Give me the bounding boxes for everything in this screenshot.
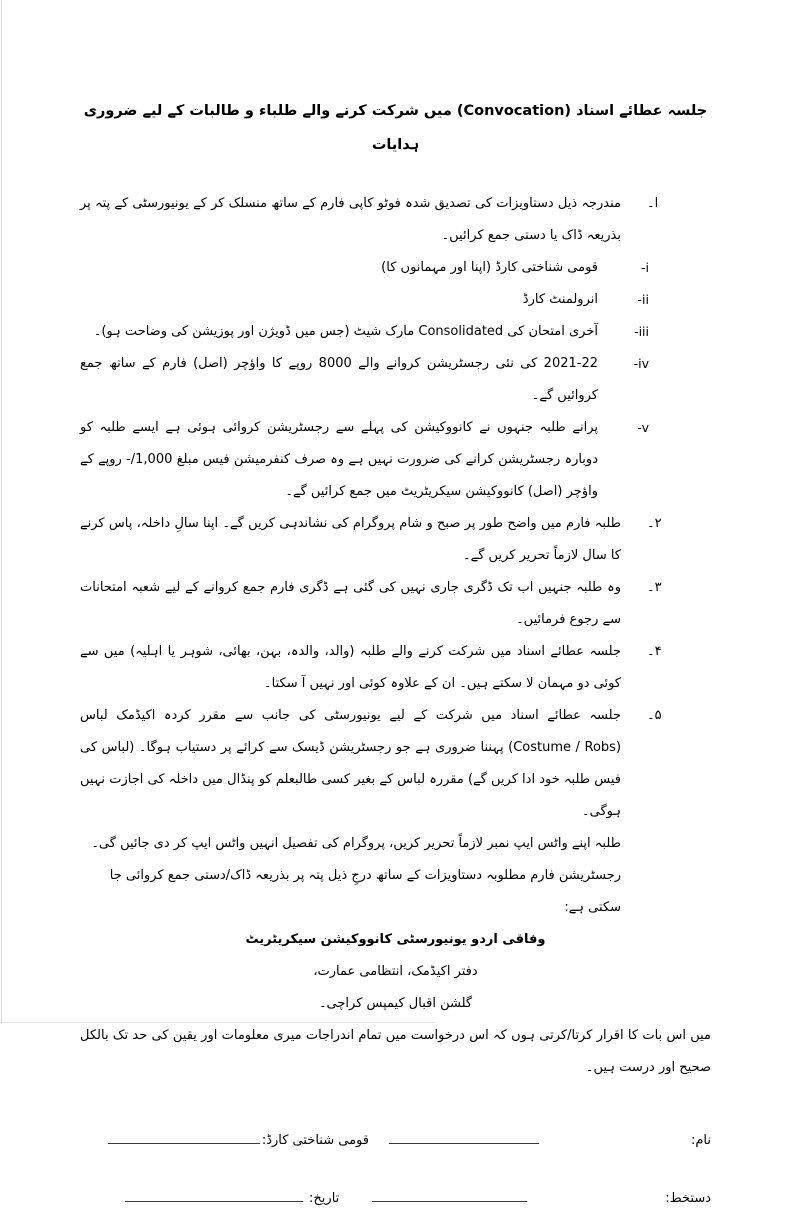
sub-item-ii	[80, 284, 653, 316]
list-item-2-text: طلبہ فارم میں واضح طور پر صبح و شام پروگرام کی نشاندہی کریں گے۔ اپنا سالِ داخلہ، پاس کرنے کا سال لازماً تحریر کریں گے۔	[80, 516, 621, 563]
sub-item-iv-text: 2021-22 کی نئی رجسٹریشن کروانے والے 8000 روپے کا واؤچر (اصل) فارم کے ساتھ جمع کروائیں گے۔	[80, 356, 598, 403]
sub-item-i-text: قومی شناختی کارڈ (اپنا اور مہمانوں کا)	[381, 260, 598, 275]
sub-item-ii-text: انرولمنٹ کارڈ	[522, 292, 598, 307]
whatsapp-note: طلبہ اپنے واٹس ایپ نمبر لازماً تحریر کریں، پروگرام کی تفصیل انہیں واٹس ایپ کر دی جائیں گی۔	[91, 836, 621, 851]
list-item-2-number: ۲۔	[647, 516, 662, 531]
sub-item-v	[80, 412, 653, 508]
form-row-signature-date	[80, 1184, 711, 1214]
date-label: تاریخ:	[309, 1191, 340, 1206]
address-line-2: دفتر اکیڈمک، انتظامی عمارت،	[313, 964, 478, 979]
list-item-3-text: وہ طلبہ جنہیں اب تک ڈگری جاری نہیں کی گئی ہے ڈگری فارم جمع کروانے کے لیے شعبہ امتحانات سے رجوع فرمائیں۔	[80, 580, 621, 627]
sub-item-v-number: -v	[637, 420, 649, 435]
form-row-name-cnic	[80, 1126, 711, 1156]
sub-item-iii-number: -iii	[634, 324, 649, 339]
list-item-1-number: ا۔	[647, 196, 659, 211]
page-title: جلسہ عطائے اسناد (Convocation) میں شرکت کرنے والے طلباء و طالبات کے لیے ضروری ہدایات	[83, 103, 708, 153]
instruction-list	[80, 188, 711, 828]
list-item-5-text: جلسہ عطائے اسناد میں شرکت کے لیے یونیورسٹی کی جانب سے مقرر کردہ اکیڈمک لباس (Costume / Robs) پہننا ضروری ہے جو رجسٹریشن ڈیسک سے کرائے پر دستیاب ہوگا۔ (لباس کی فیس طلبہ خود ادا کریں گے) مقررہ لباس کے بغیر کسی طالبعلم کو پنڈال میں داخلہ کی اجازت نہیں ہوگی۔	[80, 708, 622, 819]
sub-item-i	[80, 252, 653, 284]
declaration-text: میں اس بات کا اقرار کرتا/کرتی ہوں کہ اس درخواست میں تمام اندراجات میری معلومات اور یقین کی حد تک بالکل صحیح اور درست ہیں۔	[80, 1028, 711, 1075]
sub-item-iii	[80, 316, 653, 348]
list-item-4	[80, 636, 711, 700]
name-blank-field	[389, 1129, 539, 1144]
list-item-5-number: ۵۔	[647, 708, 662, 723]
scan-artifact-left-line	[1, 0, 2, 1024]
sub-item-ii-number: -ii	[637, 292, 649, 307]
list-item-1-text: مندرجہ ذیل دستاویزات کی تصدیق شدہ فوٹو کاپی فارم کے ساتھ منسلک کر کے یونیورسٹی کے پتہ پر بذریعہ ڈاک یا دستی جمع کرائیں۔	[80, 196, 621, 243]
list-item-4-number: ۴۔	[647, 644, 662, 659]
list-item-4-text: جلسہ عطائے اسناد میں شرکت کرنے والے طلبہ (والد، والدہ، بہن، بھائی، شوہر یا اہلیہ) میں سے کوئی دو مہمان لا سکتے ہیں۔ ان کے علاوہ کوئی اور نہیں آ سکتا۔	[80, 644, 621, 691]
scan-artifact-bottom-line	[0, 1022, 435, 1023]
address-line-1: وفاقی اردو یونیورسٹی کانووکیشن سیکریٹریٹ	[245, 932, 546, 947]
list-item-1	[80, 188, 711, 252]
sub-item-iii-text: آخری امتحان کی Consolidated مارک شیٹ (جس میں ڈویژن اور پوزیشن کی وضاحت ہو)۔	[93, 324, 598, 339]
submission-note: رجسٹریشن فارم مطلوبہ دستاویزات کے ساتھ درجِ ذیل پتہ پر بذریعہ ڈاک/دستی جمع کروائی جا سکتی ہے:	[109, 868, 621, 915]
list-item-3	[80, 572, 711, 636]
sub-item-v-text: پرانے طلبہ جنہوں نے کانووکیشن کی پہلے سے رجسٹریشن کروائی ہوئی ہے ایسے طلبہ کو دوبارہ رجسٹریشن کرانے کی ضرورت نہیں ہے وہ صرف کنفرمیشن فیس مبلغ 1,000/- روپے کے واؤچر (اصل) کانووکیشن سیکریٹریٹ میں جمع کرائیں گے۔	[80, 420, 598, 499]
cnic-blank-field	[108, 1129, 260, 1144]
sub-item-i-number: -i	[641, 260, 649, 275]
list-item-2	[80, 508, 711, 572]
address-line-3: گلشن اقبال کیمپس کراچی۔	[318, 996, 473, 1011]
list-item-3-number: ۳۔	[647, 580, 662, 595]
sub-item-iv	[80, 348, 653, 412]
date-blank-field	[125, 1187, 303, 1202]
signature-blank-field	[372, 1187, 527, 1202]
signature-label: دستخط:	[665, 1191, 711, 1206]
sub-item-iv-number: -iv	[633, 356, 649, 371]
list-item-5	[80, 700, 711, 828]
name-label: نام:	[690, 1133, 711, 1148]
cnic-label: قومی شناختی کارڈ:	[261, 1133, 369, 1148]
